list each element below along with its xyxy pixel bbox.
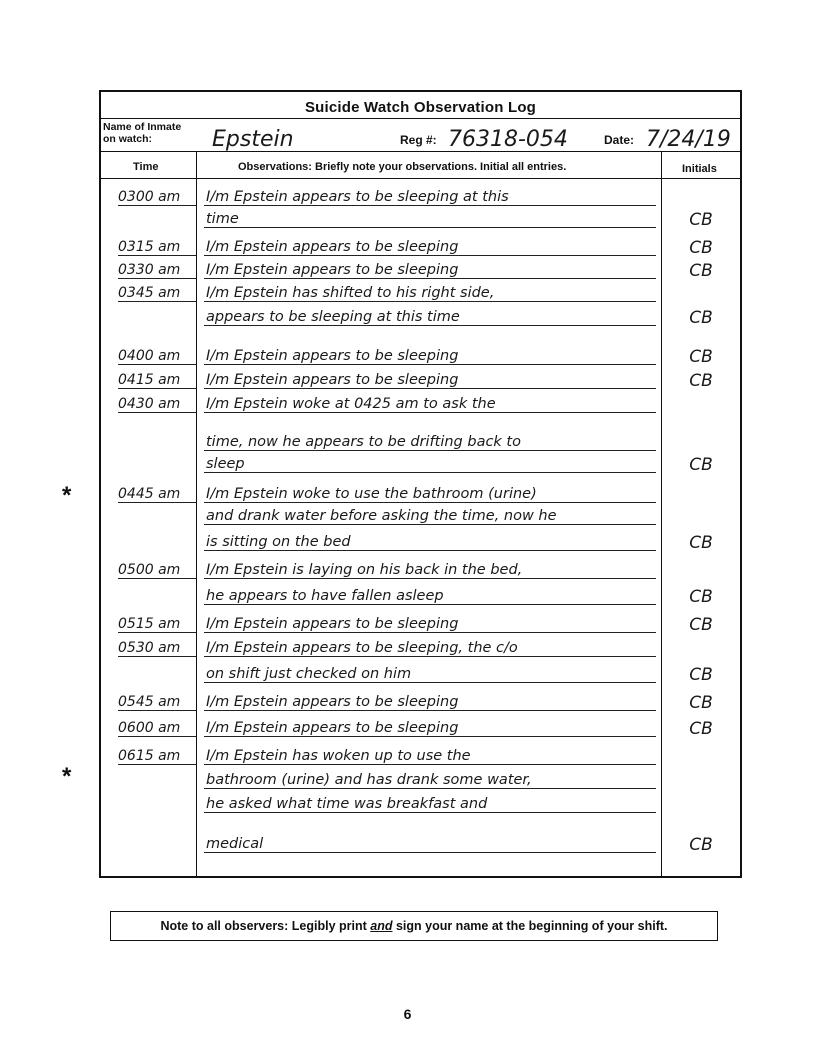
log-row-initials: CB: [689, 371, 713, 391]
reg-number-value: 76318-054: [448, 127, 568, 152]
log-row: [100, 258, 740, 281]
date-label: Date:: [604, 133, 635, 147]
header-divider-top: [100, 118, 741, 119]
log-row-initials: CB: [689, 587, 713, 607]
log-row-observation: sleep: [204, 456, 656, 473]
column-header-initials: Initials: [682, 163, 717, 175]
log-row-observation: bathroom (urine) and has drank some water,: [204, 772, 656, 789]
log-row: [100, 768, 740, 791]
log-row-observation: I/m Epstein is laying on his back in the bed,: [204, 562, 656, 579]
log-row-observation: I/m Epstein appears to be sleeping: [204, 239, 656, 256]
log-row-time: 0330 am: [118, 262, 196, 279]
log-row-observation: I/m Epstein has woken up to use the: [204, 748, 656, 765]
log-row-initials: CB: [689, 719, 713, 739]
log-row: [100, 584, 740, 607]
log-row: [100, 482, 740, 505]
log-row-initials: CB: [689, 455, 713, 475]
log-row-observation: I/m Epstein appears to be sleeping: [204, 616, 656, 633]
observer-note: [110, 911, 718, 941]
log-row: [100, 368, 740, 391]
log-row-observation: I/m Epstein appears to be sleeping: [204, 372, 656, 389]
log-row-initials: CB: [689, 347, 713, 367]
log-row: [100, 716, 740, 739]
log-row-initials: CB: [689, 615, 713, 635]
log-row-initials: CB: [689, 261, 713, 281]
log-row-time: 0445 am: [118, 486, 196, 503]
log-row-initials: CB: [689, 835, 713, 855]
date-value: 7/24/19: [646, 127, 731, 152]
observer-note-text-start: Note to all observers: Legibly print: [160, 919, 371, 933]
log-row-observation: I/m Epstein appears to be sleeping: [204, 348, 656, 365]
log-row-observation: I/m Epstein appears to be sleeping at this: [204, 189, 656, 206]
log-row: [100, 690, 740, 713]
log-row-initials: CB: [689, 308, 713, 328]
log-row-time: 0430 am: [118, 396, 196, 413]
log-row: [100, 305, 740, 328]
log-row: [100, 530, 740, 553]
log-row-initials: CB: [689, 693, 713, 713]
log-row-time: 0515 am: [118, 616, 196, 633]
log-row-initials: CB: [689, 210, 713, 230]
log-row-observation: I/m Epstein woke to use the bathroom (urine): [204, 486, 656, 503]
log-row-observation: time: [204, 211, 656, 228]
log-row-time: 0500 am: [118, 562, 196, 579]
log-row: [100, 662, 740, 685]
log-row-observation: I/m Epstein appears to be sleeping, the c/o: [204, 640, 656, 657]
log-row: [100, 452, 740, 475]
log-row-time: 0415 am: [118, 372, 196, 389]
log-row-time: 0315 am: [118, 239, 196, 256]
log-row-time: 0300 am: [118, 189, 196, 206]
log-row: [100, 207, 740, 230]
log-row: [100, 504, 740, 527]
log-row-observation: on shift just checked on him: [204, 666, 656, 683]
reg-number-label: Reg #:: [400, 133, 437, 147]
column-header-observations: Observations: Briefly note your observations. Initial all entries.: [238, 161, 567, 173]
log-row-observation: I/m Epstein appears to be sleeping: [204, 694, 656, 711]
log-row-observation: I/m Epstein appears to be sleeping: [204, 262, 656, 279]
inmate-name-value: Epstein: [212, 127, 294, 152]
log-row: [100, 430, 740, 453]
column-header-time: Time: [133, 161, 159, 173]
page-number: 6: [403, 1006, 412, 1022]
log-row-observation: he asked what time was breakfast and: [204, 796, 656, 813]
log-row: [100, 558, 740, 581]
log-row: [100, 392, 740, 415]
margin-asterisk: *: [62, 482, 72, 509]
log-row: [100, 744, 740, 767]
log-row-observation: and drank water before asking the time, now he: [204, 508, 656, 525]
log-row-initials: CB: [689, 665, 713, 685]
log-row-observation: is sitting on the bed: [204, 534, 656, 551]
log-row-time: 0545 am: [118, 694, 196, 711]
log-row-observation: medical: [204, 836, 656, 853]
log-row: [100, 235, 740, 258]
log-row: [100, 281, 740, 304]
log-row-initials: CB: [689, 238, 713, 258]
form-title: Suicide Watch Observation Log: [304, 99, 537, 116]
log-row-observation: I/m Epstein woke at 0425 am to ask the: [204, 396, 656, 413]
log-row: [100, 344, 740, 367]
log-row: [100, 185, 740, 208]
log-row-observation: I/m Epstein has shifted to his right side,: [204, 285, 656, 302]
log-row-time: 0530 am: [118, 640, 196, 657]
log-row-observation: appears to be sleeping at this time: [204, 309, 656, 326]
log-row-initials: CB: [689, 533, 713, 553]
log-row: [100, 832, 740, 855]
observer-note-emphasis: and: [370, 919, 393, 933]
inmate-name-label: Name of Inmate on watch:: [103, 121, 182, 145]
log-row-time: 0400 am: [118, 348, 196, 365]
log-row-observation: he appears to have fallen asleep: [204, 588, 656, 605]
log-row-observation: I/m Epstein appears to be sleeping: [204, 720, 656, 737]
margin-asterisk: *: [62, 763, 72, 790]
log-row-time: 0615 am: [118, 748, 196, 765]
log-row-time: 0345 am: [118, 285, 196, 302]
observer-note-text-end: sign your name at the beginning of your shift.: [392, 919, 668, 933]
log-row: [100, 792, 740, 815]
log-row: [100, 636, 740, 659]
log-row: [100, 612, 740, 635]
log-row-observation: time, now he appears to be drifting back to: [204, 434, 656, 451]
log-row-time: 0600 am: [118, 720, 196, 737]
